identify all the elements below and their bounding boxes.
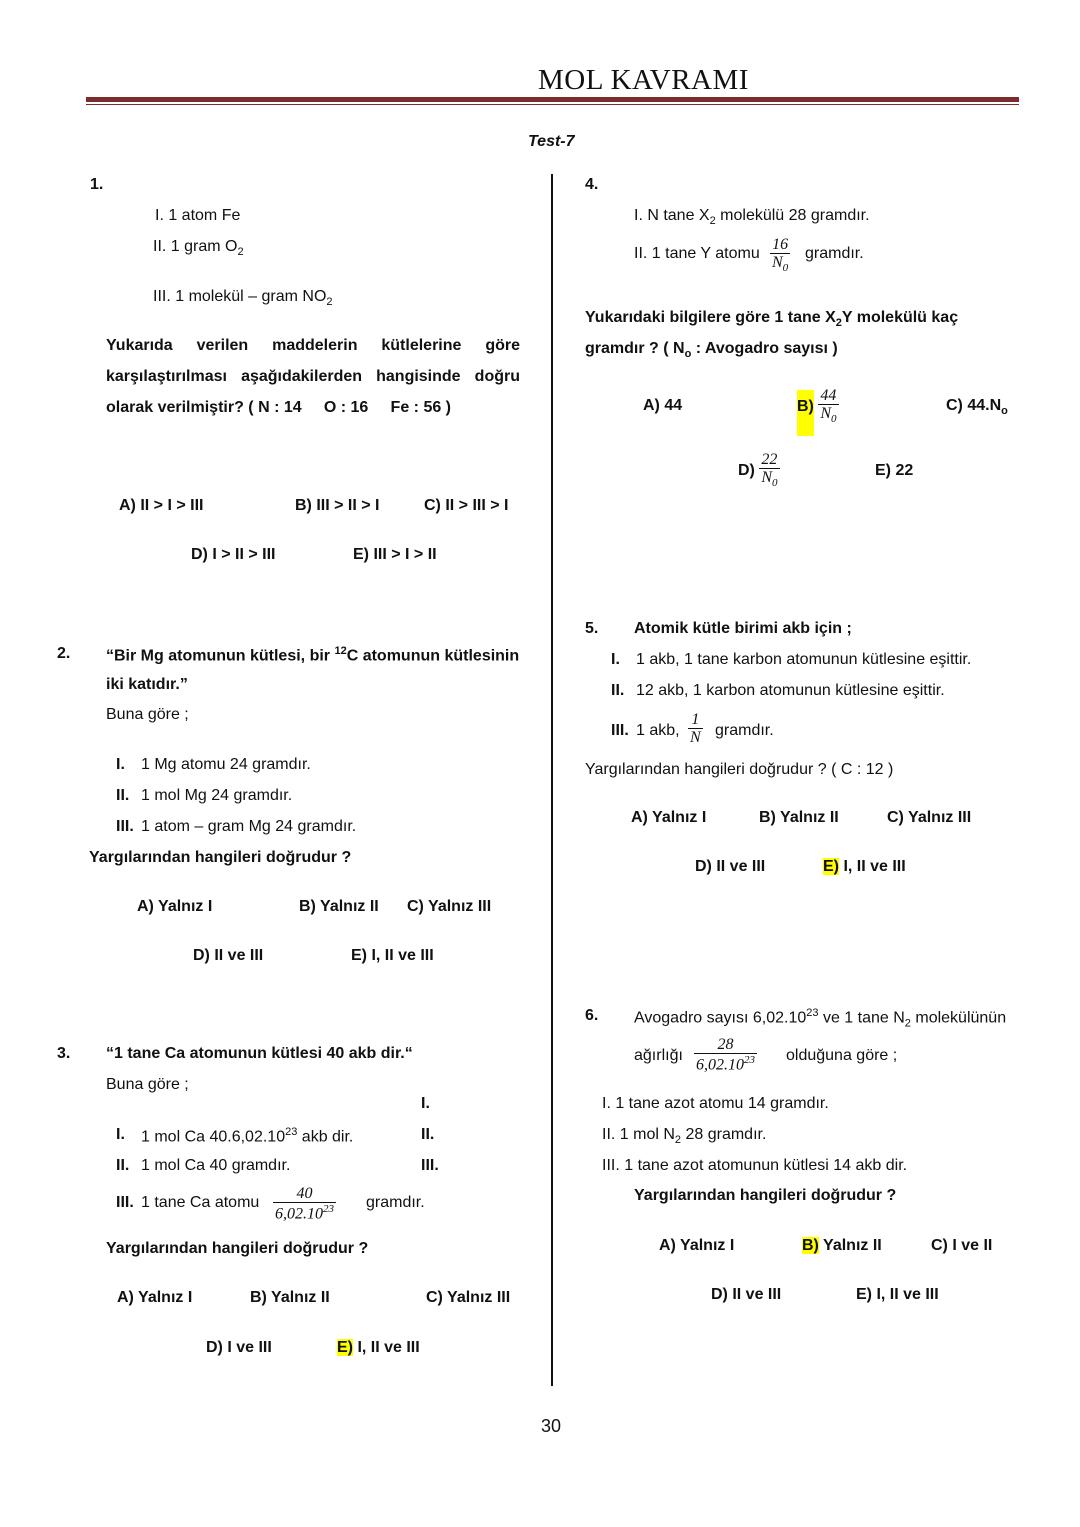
q6-option-b[interactable]: B) Yalnız II [802, 1237, 882, 1254]
q2-item-iii-number: III. [116, 818, 134, 835]
q2-item-ii-number: II. [116, 787, 130, 804]
q1-item-i: I. 1 atom Fe [155, 207, 241, 224]
q2-option-b[interactable]: B) Yalnız II [299, 898, 379, 915]
q5-option-e[interactable]: E) I, II ve III [823, 858, 906, 875]
q2-number: 2. [57, 645, 71, 662]
q3-item-iii-text: 1 tane Ca atomu [141, 1194, 260, 1211]
page-number: 30 [541, 1416, 562, 1436]
q6-item-ii: II. 1 mol $N_2$ 28 gramdır. [602, 1126, 767, 1147]
q6-item-i: I. 1 tane azot atomu 14 gramdır. [602, 1095, 829, 1112]
q4-item-i: I. N tane $X_2$ molekülü 28 gramdır. [634, 207, 870, 228]
q3-option-e[interactable]: E) I, II ve III [337, 1339, 420, 1356]
q5-item-i-number: I. [611, 651, 620, 668]
q2-stem-line1: “Bir Mg atomunun kütlesi, bir $^{12}$C atomunun kütlesinin [106, 645, 520, 665]
test-label: Test-7 [528, 133, 575, 150]
q5-item-iii-text: 1 akb, [636, 722, 680, 739]
q6-option-d[interactable]: D) II ve III [711, 1286, 782, 1303]
q4-stem-line2: gramdır ? ( $N_o$ : Avogadro sayısı ) [585, 340, 838, 361]
q3-option-c[interactable]: C) Yalnız III [426, 1289, 511, 1306]
q2-question: Yargılarından hangileri doğrudur ? [89, 849, 352, 866]
q1-number: 1. [90, 176, 104, 193]
q3-item-iii-unit: gramdır. [366, 1194, 425, 1211]
q6-stem-line1: Avogadro sayısı 6,02.10$^{23}$ ve 1 tane $N_2$ molekülünün [634, 1007, 1007, 1030]
header-rule-thin [86, 104, 1019, 105]
q5-item-iii-number: III. [611, 722, 629, 739]
q3-item-iii-fraction: $\frac{40}{6,02.10^{23}}$ [275, 1185, 334, 1223]
q4-option-a[interactable]: A) 44 [643, 397, 683, 414]
q4-option-e[interactable]: E) 22 [875, 462, 914, 479]
q3-question: Yargılarından hangileri doğrudur ? [106, 1240, 369, 1257]
q6-number: 6. [585, 1007, 599, 1024]
q2-item-i-number: I. [116, 756, 125, 773]
q5-item-iii-unit: gramdır. [715, 722, 774, 739]
q3-item-i-number: I. [116, 1126, 125, 1143]
q4-item-ii-fraction: $\frac{16}{N_0}$ [772, 236, 789, 275]
q5-item-ii-number: II. [611, 682, 625, 699]
q3-side-iii: III. [421, 1157, 439, 1174]
q3-number: 3. [57, 1045, 71, 1062]
q5-number: 5. [585, 620, 599, 637]
q2-item-ii: 1 mol Mg 24 gramdır. [141, 787, 293, 804]
answer-highlight: E) [337, 1339, 353, 1356]
q2-option-e[interactable]: E) I, II ve III [351, 947, 434, 964]
q4-number: 4. [585, 176, 599, 193]
q4-item-ii-text: II. 1 tane Y atomu [634, 245, 760, 262]
q1-stem-line3: olarak verilmiştir? ( N : 14 O : 16 Fe : 56 ) [106, 399, 452, 416]
q5-question: Yargılarından hangileri doğrudur ? ( C : 12 ) [585, 761, 894, 778]
q1-option-c[interactable]: C) II > III > I [424, 497, 509, 514]
q4-option-b[interactable]: B) $\frac{44}{N_0}$ [797, 388, 839, 436]
q2-lead: Buna göre ; [106, 706, 189, 723]
q3-item-iii-number: III. [116, 1194, 134, 1211]
q1-item-iii: III. 1 molekül – gram $NO_2$ [153, 288, 333, 309]
q6-fraction: $\frac{28}{6,02.10^{23}}$ [696, 1036, 755, 1074]
q1-stem-line1: Yukarıda verilen maddelerin kütlelerine göre [106, 337, 520, 354]
q5-item-iii-fraction: $\frac{1}{N}$ [690, 711, 701, 746]
q2-option-c[interactable]: C) Yalnız III [407, 898, 492, 915]
q2-item-iii: 1 atom – gram Mg 24 gramdır. [141, 818, 357, 835]
q3-item-i: 1 mol Ca 40.6,02.10$^{23}$ akb dir. [141, 1126, 354, 1146]
q6-option-a[interactable]: A) Yalnız I [659, 1237, 735, 1254]
q1-option-e[interactable]: E) III > I > II [353, 546, 437, 563]
q3-side-i: I. [421, 1095, 430, 1112]
answer-highlight: E) [823, 858, 839, 875]
answer-highlight: B) [797, 390, 814, 436]
q3-item-ii: 1 mol Ca 40 gramdır. [141, 1157, 291, 1174]
q6-question: Yargılarından hangileri doğrudur ? [634, 1187, 897, 1204]
q2-stem-line2: iki katıdır.” [106, 676, 188, 693]
q6-option-e[interactable]: E) I, II ve III [856, 1286, 939, 1303]
q3-option-a[interactable]: A) Yalnız I [117, 1289, 193, 1306]
q5-stem: Atomik kütle birimi akb için ; [634, 620, 852, 637]
column-divider [551, 174, 553, 1386]
q1-option-d[interactable]: D) I > II > III [191, 546, 276, 563]
q3-option-d[interactable]: D) I ve III [206, 1339, 272, 1356]
q5-option-b[interactable]: B) Yalnız II [759, 809, 839, 826]
q5-option-a[interactable]: A) Yalnız I [631, 809, 707, 826]
q6-option-c[interactable]: C) I ve II [931, 1237, 993, 1254]
header-rule-thick [86, 97, 1019, 102]
q4-option-c[interactable]: C) $44.N_o$ [946, 397, 1008, 418]
q6-stem-line2-text: ağırlığı [634, 1047, 683, 1064]
q4-stem-line1: Yukarıdaki bilgilere göre 1 tane $X_2Y$ molekülü kaç [585, 309, 959, 330]
q5-item-i: 1 akb, 1 tane karbon atomunun kütlesine eşittir. [636, 651, 972, 668]
q1-stem-line2: karşılaştırılması aşağıdakilerden hangisinde doğru [106, 368, 520, 385]
q3-option-b[interactable]: B) Yalnız II [250, 1289, 330, 1306]
q3-lead: Buna göre ; [106, 1076, 189, 1093]
q5-option-c[interactable]: C) Yalnız III [887, 809, 972, 826]
q5-item-ii: 12 akb, 1 karbon atomunun kütlesine eşittir. [636, 682, 945, 699]
q3-item-ii-number: II. [116, 1157, 130, 1174]
q6-stem-line2-end: olduğuna göre ; [786, 1047, 898, 1064]
q6-item-iii: III. 1 tane azot atomunun kütlesi 14 akb dir. [602, 1157, 908, 1174]
q1-option-a[interactable]: A) II > I > III [119, 497, 204, 514]
q5-option-d[interactable]: D) II ve III [695, 858, 766, 875]
q2-item-i: 1 Mg atomu 24 gramdır. [141, 756, 311, 773]
q3-stem: “1 tane Ca atomunun kütlesi 40 akb dir.“ [106, 1045, 413, 1062]
q2-option-a[interactable]: A) Yalnız I [137, 898, 213, 915]
q3-side-ii: II. [421, 1126, 435, 1143]
q2-option-d[interactable]: D) II ve III [193, 947, 264, 964]
page-title: MOL KAVRAMI [538, 64, 749, 96]
q1-item-ii: II. 1 gram $O_2$ [153, 238, 244, 259]
q4-item-ii-unit: gramdır. [805, 245, 864, 262]
q1-option-b[interactable]: B) III > II > I [295, 497, 380, 514]
q4-option-d[interactable]: D) $\frac{22}{N_0}$ [738, 451, 778, 490]
answer-highlight: B) [802, 1237, 819, 1254]
